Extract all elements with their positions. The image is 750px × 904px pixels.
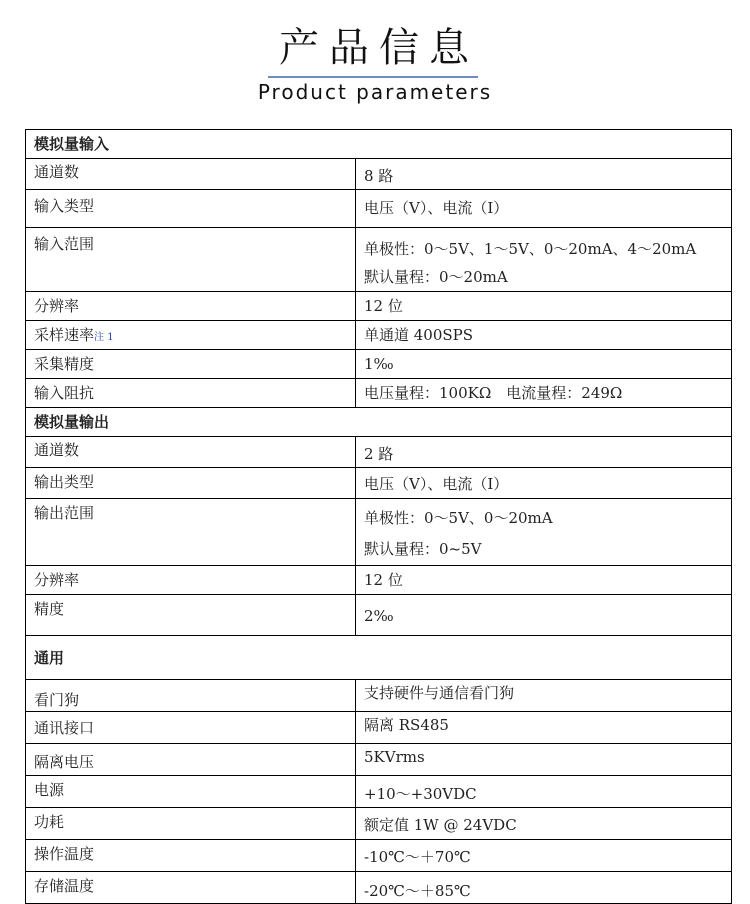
section-title: 模拟量输入: [26, 130, 732, 159]
section-title: 通用: [26, 636, 732, 680]
param-value: -10℃～＋70℃: [356, 840, 732, 872]
param-value: 支持硬件与通信看门狗: [356, 680, 732, 712]
param-value: +10～+30VDC: [356, 776, 732, 808]
table-row: [26, 872, 732, 904]
param-value: 12 位: [356, 566, 732, 595]
section-row: [26, 636, 732, 680]
section-row: [26, 408, 732, 437]
param-value: 电压量程：100KΩ 电流量程：249Ω: [356, 379, 732, 408]
param-label: 电源: [26, 776, 356, 808]
param-label: 通道数: [26, 437, 356, 468]
param-value-line: 默认量程：0～20mA: [364, 268, 508, 286]
table-row: [26, 228, 732, 292]
param-value: -20℃～＋85℃: [356, 872, 732, 904]
param-value: 1‰: [356, 350, 732, 379]
param-value: 电压（V）、电流（I）: [356, 190, 732, 228]
param-value: 额定值 1W @ 24VDC: [356, 808, 732, 840]
param-label: 功耗: [26, 808, 356, 840]
table-row: [26, 350, 732, 379]
page-header: [0, 0, 750, 120]
spec-table: [25, 129, 732, 904]
param-label: 输入类型: [26, 190, 356, 228]
param-value-line: 单极性：0～5V、0～20mA: [364, 509, 553, 527]
param-value: 2 路: [356, 437, 732, 468]
param-value: 8 路: [356, 159, 732, 190]
table-row: [26, 595, 732, 636]
table-row: [26, 499, 732, 566]
param-label-text: 采样速率: [34, 326, 95, 344]
table-row: [26, 321, 732, 350]
table-row: [26, 292, 732, 321]
param-label: 输出范围: [26, 499, 356, 566]
param-label: 通道数: [26, 159, 356, 190]
table-row: [26, 744, 732, 776]
param-label: 分辨率: [26, 292, 356, 321]
param-value: 单通道 400SPS: [356, 321, 732, 350]
section-row: [26, 130, 732, 159]
param-label: 输入阻抗: [26, 379, 356, 408]
table-row: [26, 712, 732, 744]
table-row: [26, 680, 732, 712]
param-label: [26, 321, 356, 350]
param-label: 看门狗: [26, 680, 356, 712]
param-value: 5KVrms: [356, 744, 732, 776]
param-label: 存储温度: [26, 872, 356, 904]
param-value: 12 位: [356, 292, 732, 321]
table-row: [26, 190, 732, 228]
param-value: 电压（V）、电流（I）: [356, 468, 732, 499]
table-row: [26, 159, 732, 190]
page-subtitle: Product parameters: [257, 80, 493, 104]
param-value-line: 默认量程：0~5V: [364, 540, 482, 558]
table-row: [26, 468, 732, 499]
param-value-line: 单极性：0～5V、1～5V、0～20mA、4～20mA: [364, 240, 697, 258]
param-value: [356, 228, 732, 292]
param-label: 通讯接口: [26, 712, 356, 744]
footnote-marker: 注 1: [94, 332, 114, 343]
table-row: [26, 840, 732, 872]
section-title: 模拟量输出: [26, 408, 732, 437]
table-row: [26, 379, 732, 408]
param-label: 采集精度: [26, 350, 356, 379]
table-row: [26, 437, 732, 468]
param-label: 精度: [26, 595, 356, 636]
param-label: 输入范围: [26, 228, 356, 292]
param-value: 隔离 RS485: [356, 712, 732, 744]
param-label: 隔离电压: [26, 744, 356, 776]
param-value: 2‰: [356, 595, 732, 636]
param-label: 输出类型: [26, 468, 356, 499]
page-title: 产品信息: [279, 25, 479, 71]
param-value: [356, 499, 732, 566]
param-label: 分辨率: [26, 566, 356, 595]
table-row: [26, 566, 732, 595]
table-row: [26, 776, 732, 808]
param-label: 操作温度: [26, 840, 356, 872]
table-row: [26, 808, 732, 840]
